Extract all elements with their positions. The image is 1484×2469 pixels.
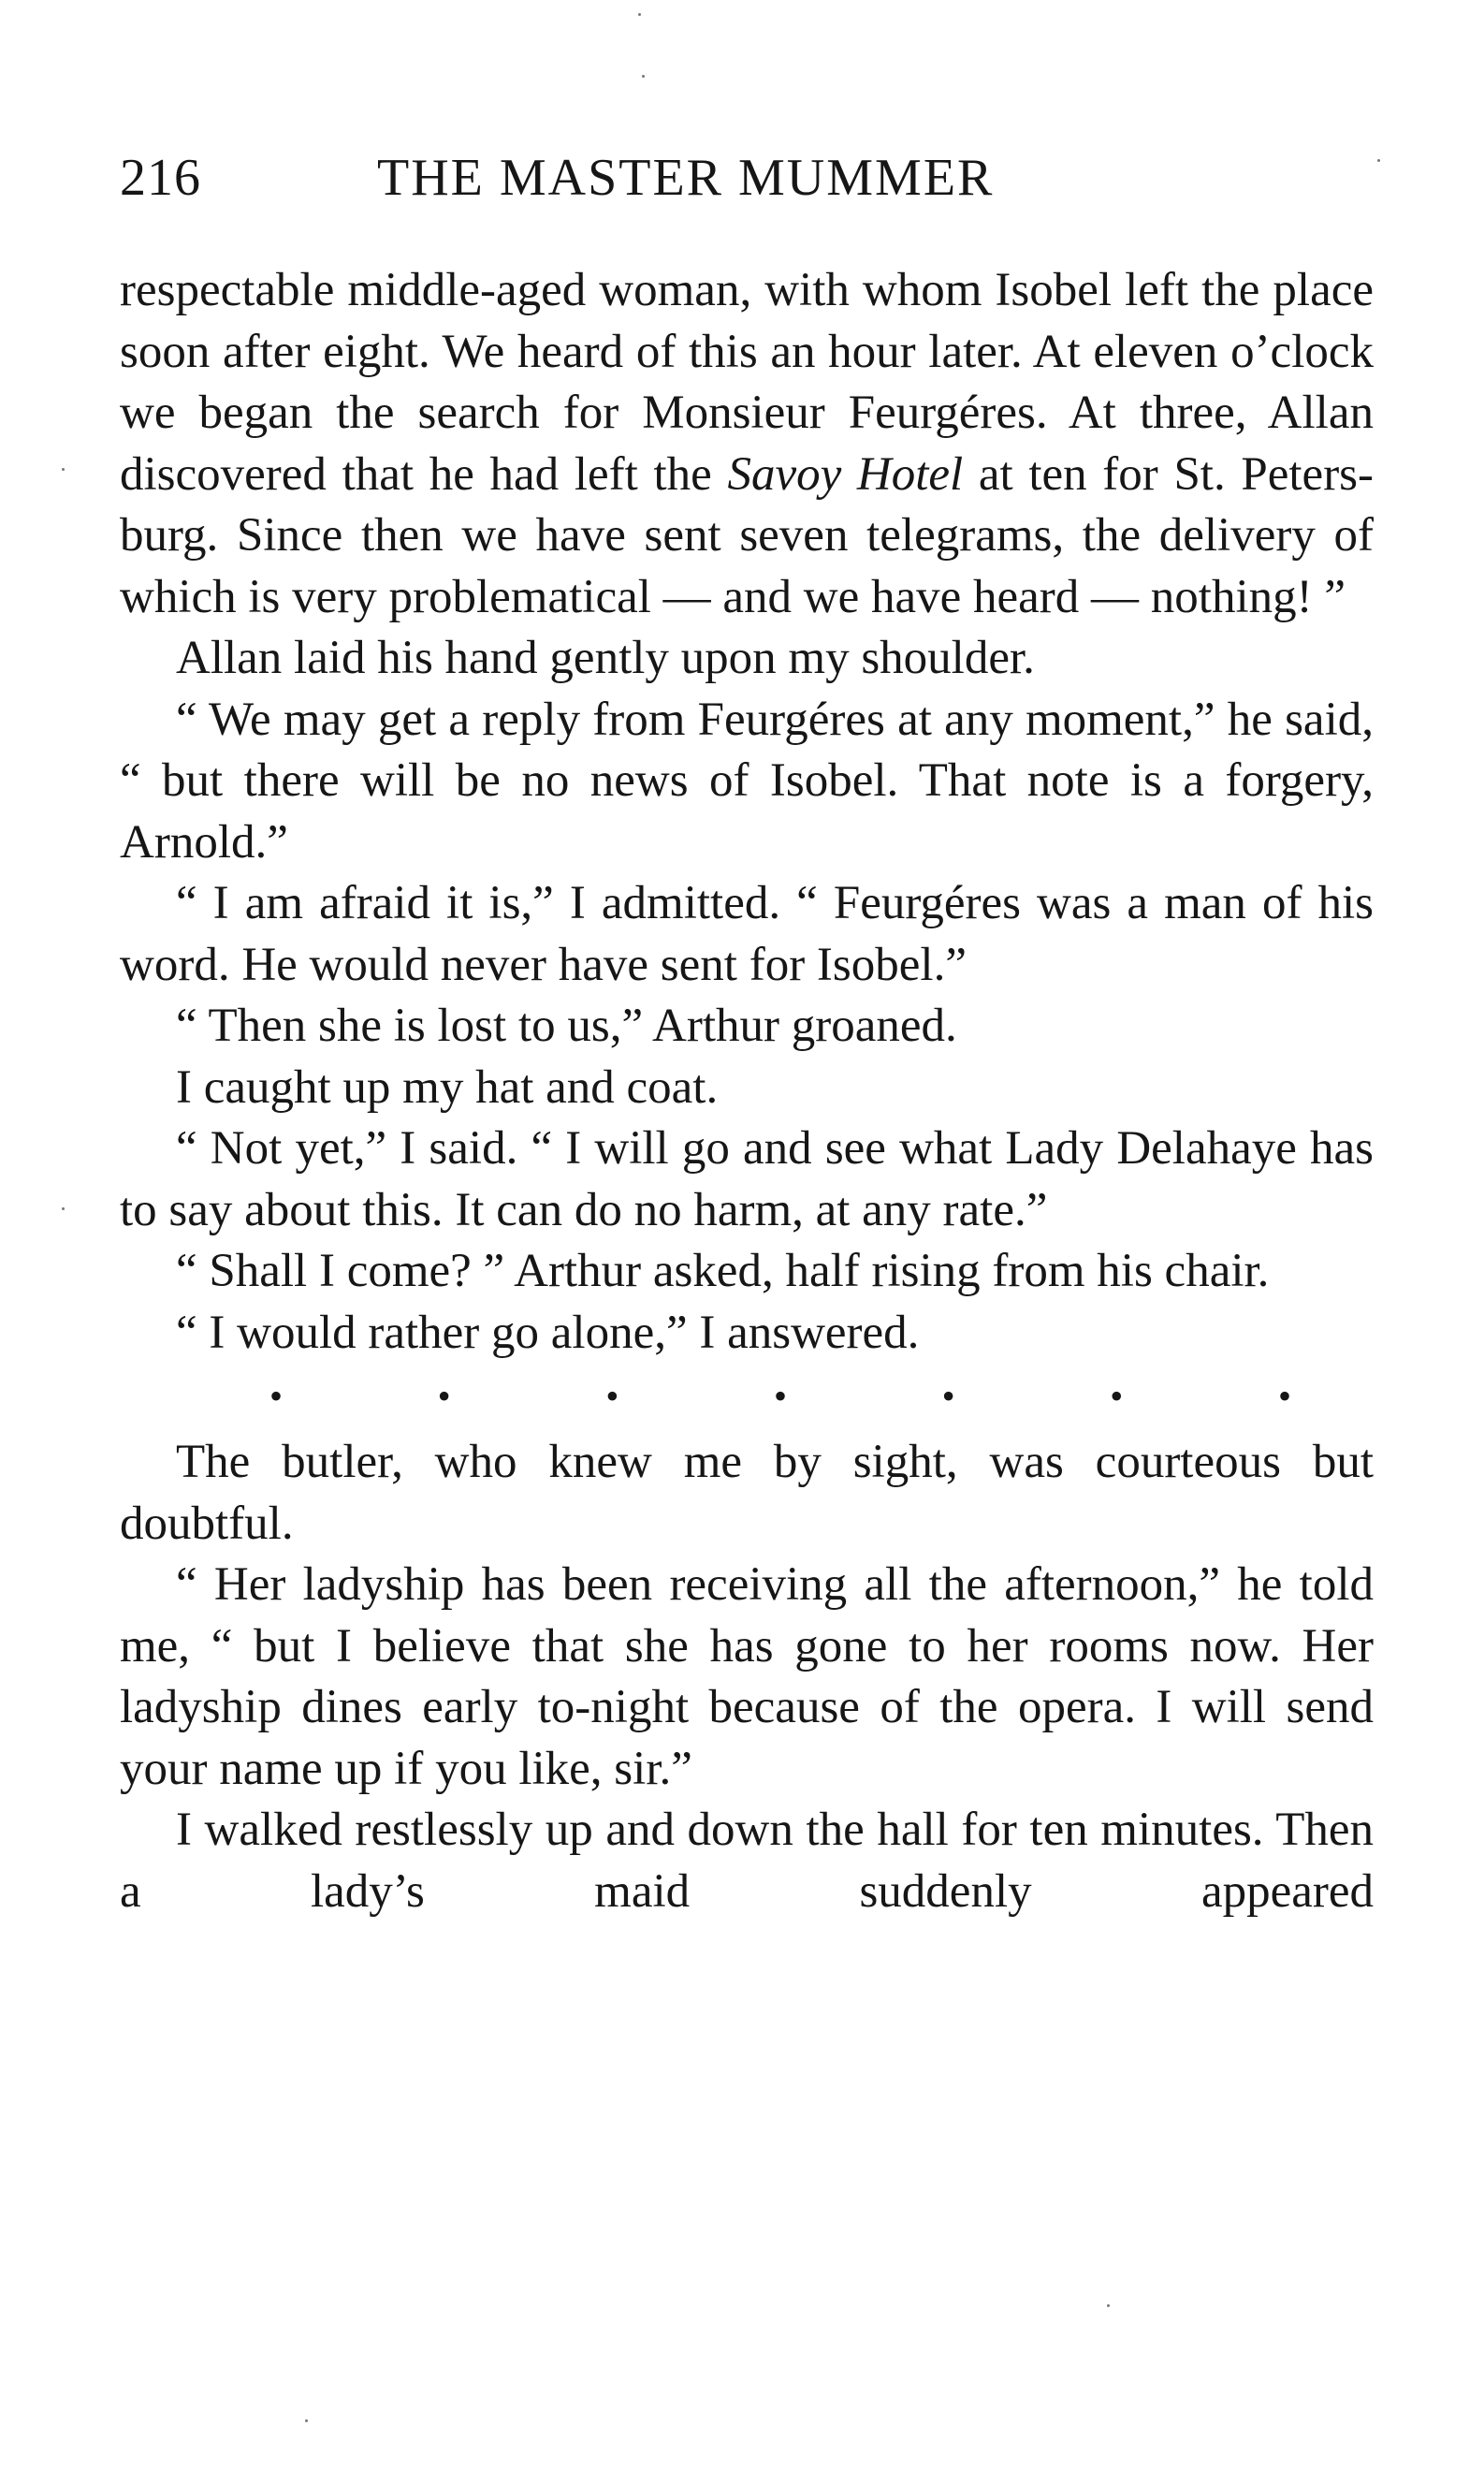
- paragraph: The butler, who knew me by sight, was courteous but doubtful.: [120, 1436, 1374, 1550]
- paragraph-continuation: [120, 260, 1374, 628]
- separator-dot: •: [1110, 1375, 1124, 1417]
- paragraph: Allan laid his hand gently upon my shoulder.: [176, 632, 1035, 684]
- paper-speck: [1107, 2304, 1110, 2307]
- paragraph: “ I would rather go alone,” I answered.: [176, 1306, 920, 1359]
- running-title: THE MASTER MUMMER: [377, 149, 995, 207]
- separator-dot: •: [941, 1375, 955, 1417]
- paragraph: “ I am afraid it is,” I admitted. “ Feurgéres was a man of his word. He would never have sent for Isobel.”: [120, 877, 1374, 991]
- paragraph: “ Shall I come? ” Arthur asked, half rising from his chair.: [176, 1245, 1270, 1297]
- separator-dot: •: [773, 1375, 787, 1417]
- body-text: [120, 260, 1374, 1922]
- paper-speck: [62, 1207, 65, 1210]
- paragraph: “ Then she is lost to us,” Arthur groaned.: [176, 1000, 957, 1052]
- paragraph: “ Her ladyship has been receiving all the afternoon,” he told me, “ but I believe that she has gone to her rooms now. Her ladyship dines early to-night because of the opera. I will send your name up if you like, sir.”: [120, 1558, 1374, 1795]
- separator-dot: •: [269, 1375, 284, 1417]
- paragraph-text: at ten for St. Petersburg. Since then we have sent seven telegrams, the delivery of which is very problematical — and we have heard — nothing! ”: [120, 447, 1375, 623]
- paragraph: “ We may get a reply from Feurgéres at any moment,” he said, “ but there will be no news of Isobel. That note is a forgery, Arnold.”: [120, 693, 1374, 869]
- paper-speck: [62, 468, 65, 471]
- paragraph: I walked restlessly up and down the hall for ten minutes. Then a lady’s maid suddenly appeared: [120, 1804, 1374, 1918]
- page-number: 216: [120, 149, 201, 207]
- paragraph: I caught up my hat and coat.: [176, 1060, 719, 1114]
- section-break-dots: [120, 1366, 1374, 1426]
- paragraph-text: respectable middle-aged woman, with whom Isobel left the place soon after eight. We heard of this an hour later. At eleven o’clock we began the search for Monsieur Feurgéres. At three, Allan discovered that he had left the: [120, 264, 1374, 501]
- paper-speck: [638, 13, 641, 16]
- paper-speck: [305, 2419, 308, 2422]
- italic-hotel-name: Savoy Hotel: [727, 447, 964, 501]
- separator-dot: •: [1277, 1375, 1291, 1417]
- paragraph: “ Not yet,” I said. “ I will go and see what Lady Delahaye has to say about this. It can do no harm, at any rate.”: [120, 1122, 1374, 1236]
- separator-dot: •: [605, 1375, 619, 1417]
- paper-speck: [642, 75, 645, 78]
- paper-speck: [1377, 159, 1380, 162]
- separator-dot: •: [437, 1375, 451, 1417]
- running-head: [120, 140, 1374, 215]
